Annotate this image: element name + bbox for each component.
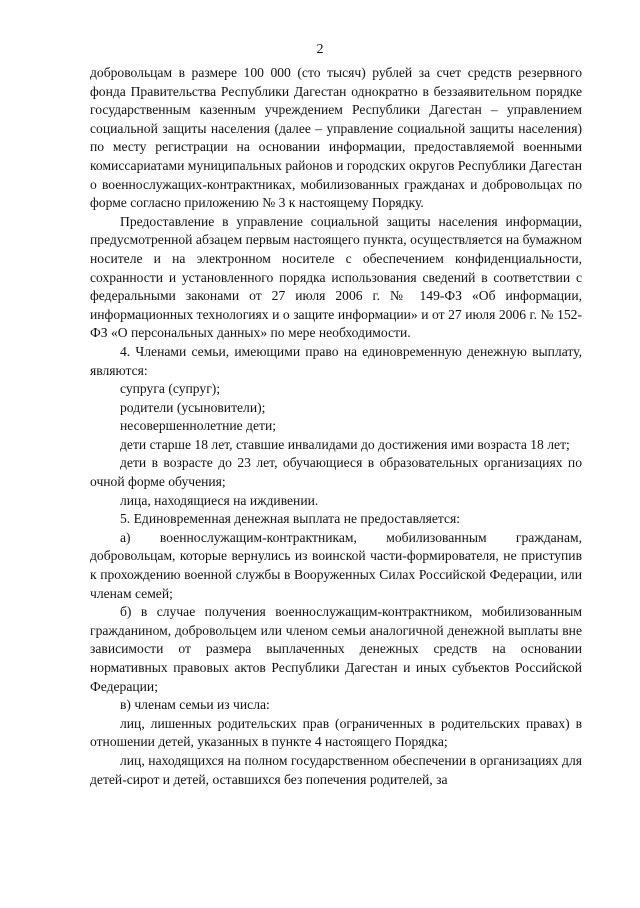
paragraph-5v: в) членам семьи из числа:: [120, 697, 270, 713]
paragraph-5a: а) военнослужащим-контрактникам, мобилизованным гражданам, добровольцам, которые вернулись из воинской части-формирователя, не приступив к прохождению военной службы в Вооруженных Силах Российской Федерации, или членам семей;: [90, 529, 582, 601]
list-item-dependents: лица, находящиеся на иждивении.: [120, 492, 319, 508]
paragraph-5v-item-2: лиц, находящихся на полном государственном обеспечении в организациях для детей-сирот и детей, оставшихся без попечения родителей, за: [90, 752, 582, 787]
paragraph-continuation: добровольцам в размере 100 000 (сто тысяч) рублей за счет средств резервного фонда Правительства Республики Дагестан однократно в беззаявительном порядке государственным казенным учреждением Республики Дагестан – управлением социальной защиты населения (далее – управление социальной защиты населения) по месту регистрации на основании информации, предоставляемой военными комиссариатами муниципальных районов и городских округов Республики Дагестан о военнослужащих-контрактниках, мобилизованных гражданах и добровольцах по форме согласно приложению № 3 к настоящему Порядку.: [90, 65, 582, 211]
paragraph-5-heading: 5. Единовременная денежная выплата не предоставляется:: [120, 511, 461, 527]
page-number: 2: [316, 42, 324, 57]
paragraph-information-provision: Предоставление в управление социальной защиты населения информации, предусмотренной абзацем первым настоящего пункта, осуществляется на бумажном носителе и на электронном носителе с обеспечением конфиденциальности, сохранности и установленного порядка использования сведений в соответствии с федеральными законами от 27 июля 2006 г. № 149-ФЗ «Об информации, информационных технологиях и о защите информации» и от 27 июля 2006 г. № 152-ФЗ «О персональных данных» по мере необходимости.: [90, 213, 582, 341]
paragraph-4-heading: 4. Членами семьи, имеющими право на единовременную денежную выплату, являются:: [90, 343, 582, 378]
paragraph-5v-item-1: лиц, лишенных родительских прав (ограниченных в родительских правах) в отношении детей, указанных в пункте 4 настоящего Порядка;: [90, 715, 582, 750]
list-item-parents: родители (усыновители);: [120, 399, 266, 415]
list-item-students: дети в возрасте до 23 лет, обучающиеся в образовательных организациях по очной форме обучения;: [90, 455, 582, 490]
list-item-minor-children: несовершеннолетние дети;: [120, 418, 276, 434]
paragraph-5b: б) в случае получения военнослужащим-контрактником, мобилизованным гражданином, добровольцем или членом семьи аналогичной денежной выплаты вне зависимости от размера выплаченных денежных средств на основании нормативных правовых актов Республики Дагестан и иных субъектов Российской Федерации;: [90, 604, 582, 694]
list-item-spouse: супруга (супруг);: [120, 381, 221, 397]
list-item-disabled-children: дети старше 18 лет, ставшие инвалидами до достижения ими возраста 18 лет;: [120, 436, 570, 452]
document-body: [90, 64, 582, 789]
